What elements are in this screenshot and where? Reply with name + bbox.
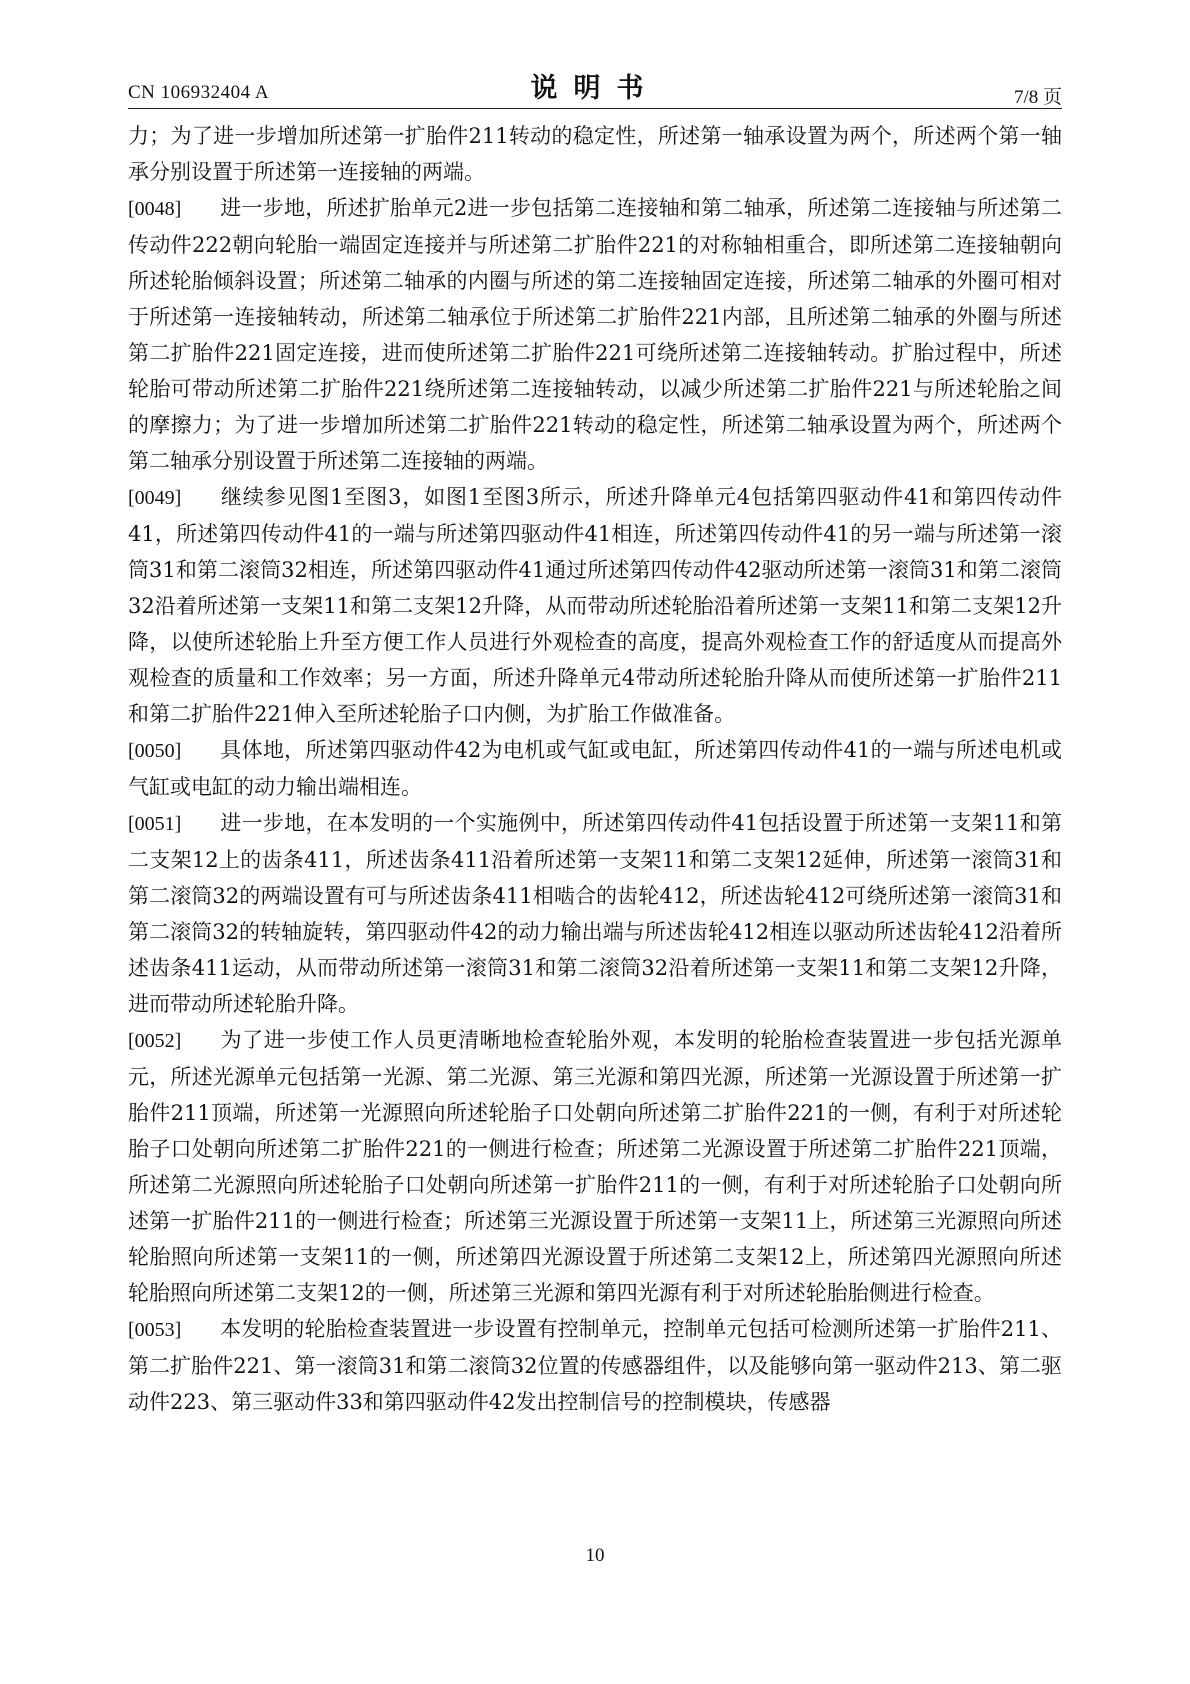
paragraph-number: [0048] (128, 198, 182, 220)
paragraph-number: [0053] (128, 1319, 182, 1341)
paragraph-0048 (128, 190, 1062, 479)
paragraph-number: [0051] (128, 813, 182, 835)
patent-number: CN 106932404 A (128, 82, 270, 103)
paragraph-0049 (128, 479, 1062, 732)
page-header (128, 66, 1062, 106)
header-divider (128, 108, 1062, 109)
paragraph-0051 (128, 805, 1062, 1022)
paragraph-number: [0049] (128, 487, 182, 509)
paragraph-0050 (128, 732, 1062, 805)
document-body (128, 118, 1062, 1420)
paragraph-0053 (128, 1311, 1062, 1420)
paragraph-text: 进一步地，在本发明的一个实施例中，所述第四传动件41包括设置于所述第一支架11和第二支架12上的齿条411，所述齿条411沿着所述第一支架11和第二支架12延伸，所述第一滚筒31和第二滚筒32的两端设置有可与所述齿条411相啮合的齿轮412，所述齿轮412可绕所述第一滚筒31和第二滚筒32的转轴旋转，第四驱动件42的动力输出端与所述齿轮412相连以驱动所述齿轮412沿着所述齿条411运动，从而带动所述第一滚筒31和第二滚筒32沿着所述第一支架11和第二支架12升降，进而带动所述轮胎升降。 (128, 811, 1062, 1016)
page-number: 10 (585, 1545, 605, 1566)
paragraph-text: 具体地，所述第四驱动件42为电机或气缸或电缸，所述第四传动件41的一端与所述电机或气缸或电缸的动力输出端相连。 (128, 738, 1062, 799)
document-title: 说明书 (530, 73, 660, 104)
page-indicator: 7/8 页 (1013, 87, 1062, 108)
paragraph-number: [0050] (128, 740, 182, 762)
paragraph-0052 (128, 1022, 1062, 1311)
paragraph-text: 本发明的轮胎检查装置进一步设置有控制单元，控制单元包括可检测所述第一扩胎件211、第二扩胎件221、第一滚筒31和第二滚筒32位置的传感器组件，以及能够向第一驱动件213、第二驱动件223、第三驱动件33和第四驱动件42发出控制信号的控制模块，传感器 (128, 1317, 1062, 1414)
paragraph-text: 进一步地，所述扩胎单元2进一步包括第二连接轴和第二轴承，所述第二连接轴与所述第二传动件222朝向轮胎一端固定连接并与所述第二扩胎件221的对称轴相重合，即所述第二连接轴朝向所述轮胎倾斜设置；所述第二轴承的内圈与所述的第二连接轴固定连接，所述第二轴承的外圈可相对于所述第一连接轴转动，所述第二轴承位于所述第二扩胎件221内部，且所述第二轴承的外圈与所述第二扩胎件221固定连接，进而使所述第二扩胎件221可绕所述第二连接轴转动。扩胎过程中，所述轮胎可带动所述第二扩胎件221绕所述第二连接轴转动，以减少所述第二扩胎件221与所述轮胎之间的摩擦力；为了进一步增加所述第二扩胎件221转动的稳定性，所述第二轴承设置为两个，所述两个第二轴承分别设置于所述第二连接轴的两端。 (128, 196, 1062, 473)
paragraph-text: 继续参见图1至图3，如图1至图3所示，所述升降单元4包括第四驱动件41和第四传动件41，所述第四传动件41的一端与所述第四驱动件41相连，所述第四传动件41的另一端与所述第一滚筒31和第二滚筒32相连，所述第四驱动件41通过所述第四传动件42驱动所述第一滚筒31和第二滚筒32沿着所述第一支架11和第二支架12升降，从而带动所述轮胎沿着所述第一支架11和第二支架12升降，以使所述轮胎上升至方便工作人员进行外观检查的高度，提高外观检查工作的舒适度从而提高外观检查的质量和工作效率；另一方面，所述升降单元4带动所述轮胎升降从而使所述第一扩胎件211和第二扩胎件221伸入至所述轮胎子口内侧，为扩胎工作做准备。 (128, 485, 1062, 726)
continuation-paragraph: 力；为了进一步增加所述第一扩胎件211转动的稳定性，所述第一轴承设置为两个，所述两个第一轴承分别设置于所述第一连接轴的两端。 (128, 124, 1062, 184)
paragraph-text: 为了进一步使工作人员更清晰地检查轮胎外观，本发明的轮胎检查装置进一步包括光源单元，所述光源单元包括第一光源、第二光源、第三光源和第四光源，所述第一光源设置于所述第一扩胎件211顶端，所述第一光源照向所述轮胎子口处朝向所述第二扩胎件221的一侧，有利于对所述轮胎子口处朝向所述第二扩胎件221的一侧进行检查；所述第二光源设置于所述第二扩胎件221顶端，所述第二光源照向所述轮胎子口处朝向所述第一扩胎件211的一侧，有利于对所述轮胎子口处朝向所述第一扩胎件211的一侧进行检查；所述第三光源设置于所述第一支架11上，所述第三光源照向所述轮胎照向所述第一支架11的一侧，所述第四光源设置于所述第二支架12上，所述第四光源照向所述轮胎照向所述第二支架12的一侧，所述第三光源和第四光源有利于对所述轮胎胎侧进行检查。 (128, 1028, 1062, 1305)
paragraph-number: [0052] (128, 1030, 182, 1052)
